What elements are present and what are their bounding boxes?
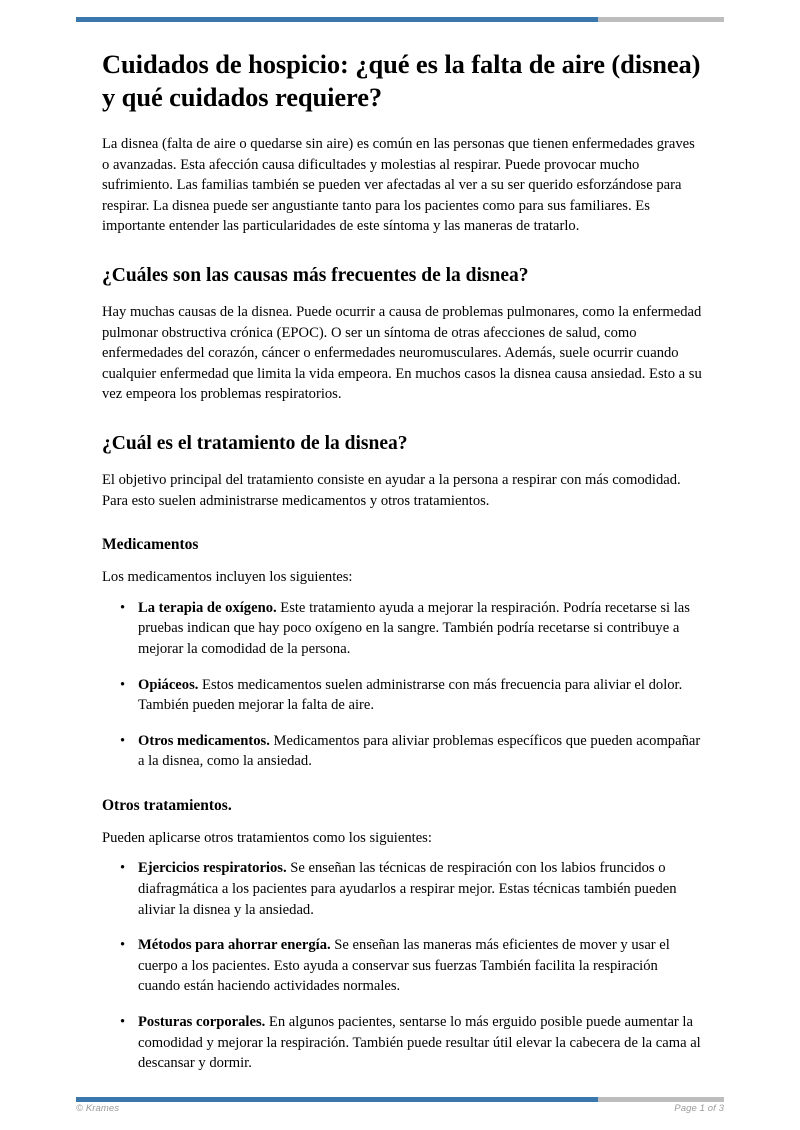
subsection-heading-medications: Medicamentos bbox=[102, 536, 199, 554]
other-treatments-intro: Pueden aplicarse otros tratamientos como los siguientes: bbox=[102, 829, 432, 846]
header-rule bbox=[76, 17, 724, 22]
list-item-text: Este tratamiento ayuda a mejorar la respiración. Podría recetarse si las pruebas indican que hay poco oxígeno en la sangre. También podría recetarse si contribuye a mejorar la comodidad de la persona. bbox=[138, 599, 690, 657]
list-item-lead: Opiáceos. bbox=[138, 676, 199, 693]
list-item-text: Se enseñan las maneras más eficientes de mover y usar el cuerpo a los pacientes. Esto ayuda a conservar sus fuerzas También facilita la respiración cuando están haciendo actividades normales. bbox=[138, 937, 670, 995]
list-item-text: Estos medicamentos suelen administrarse con más frecuencia para aliviar el dolor. También pueden mejorar la falta de aire. bbox=[138, 676, 683, 714]
subsection-heading-other-treatments: Otros tratamientos. bbox=[102, 796, 232, 814]
footer-rule-blue-segment bbox=[76, 1097, 598, 1102]
list-item-text: Se enseñan las técnicas de respiración con los labios fruncidos o diafragmática a los pacientes para ayudarlos a respirar mejor. Estas técnicas también pueden aliviar la disnea y la ansiedad. bbox=[138, 860, 677, 918]
footer-page-number: Page 1 of 3 bbox=[674, 1103, 724, 1114]
list-item-text: En algunos pacientes, sentarse lo más erguido posible puede aumentar la comodidad y mejorar la respiración. También puede resultar útil elevar la cabecera de la cama al descansar y dormir. bbox=[138, 1014, 701, 1072]
document-content bbox=[102, 48, 702, 1074]
list-item-lead: Otros medicamentos. bbox=[138, 732, 270, 749]
intro-paragraph: La disnea (falta de aire o quedarse sin aire) es común en las personas que tienen enfermedades graves o avanzadas. Esta afección causa dificultades y molestias al respirar. Puede provocar mucho sufrimiento. Las familias también se pueden ver afectadas al ver a su ser querido esforzándose para respirar. La disnea puede ser angustiante tanto para los pacientes como para sus familiares. Es importante entender las particularidades de este síntoma y las maneras de tratarlo. bbox=[102, 136, 695, 235]
footer-rule bbox=[76, 1097, 724, 1102]
section-heading-treatment: ¿Cuál es el tratamiento de la disnea? bbox=[102, 432, 408, 454]
bullet-icon: • bbox=[120, 732, 126, 749]
medications-intro: Los medicamentos incluyen los siguientes: bbox=[102, 569, 353, 586]
page-title: Cuidados de hospicio: ¿qué es la falta de aire (disnea) y qué cuidados requiere? bbox=[102, 49, 701, 112]
bullet-icon: • bbox=[120, 676, 126, 693]
list-item bbox=[102, 675, 702, 716]
bullet-icon: • bbox=[120, 599, 126, 616]
list-item-lead: Posturas corporales. bbox=[138, 1014, 266, 1031]
medications-list bbox=[102, 598, 702, 772]
list-item bbox=[102, 1012, 702, 1074]
treatment-paragraph: El objetivo principal del tratamiento consiste en ayudar a la persona a respirar con más comodidad. Para esto suelen administrarse medicamentos y otros tratamientos. bbox=[102, 471, 681, 509]
list-item bbox=[102, 598, 702, 660]
other-treatments-list bbox=[102, 858, 702, 1073]
section-heading-causes: ¿Cuáles son las causas más frecuentes de la disnea? bbox=[102, 264, 529, 286]
header-rule-blue-segment bbox=[76, 17, 598, 22]
causes-paragraph: Hay muchas causas de la disnea. Puede ocurrir a causa de problemas pulmonares, como la enfermedad pulmonar obstructiva crónica (EPOC). O ser un síntoma de otras afecciones de salud, como enfermedades del corazón, cáncer o enfermedades neuromusculares. Además, suele ocurrir cuando cualquier enfermedad que limita la vida empeora. En muchos casos la disnea causa ansiedad. Esto a su vez empeora los problemas respiratorios. bbox=[102, 303, 702, 403]
bullet-icon: • bbox=[120, 860, 126, 877]
bullet-icon: • bbox=[120, 1014, 126, 1031]
page-footer bbox=[76, 1103, 724, 1114]
list-item-text: Medicamentos para aliviar problemas específicos que pueden acompañar a la disnea, como la ansiedad. bbox=[138, 732, 701, 770]
footer-rule-gray-segment bbox=[598, 1097, 724, 1102]
bullet-icon: • bbox=[120, 937, 126, 954]
list-item bbox=[102, 935, 702, 997]
footer-copyright: © Krames bbox=[76, 1103, 120, 1114]
list-item-lead: Métodos para ahorrar energía. bbox=[138, 937, 331, 954]
list-item-lead: Ejercicios respiratorios. bbox=[138, 860, 287, 877]
header-rule-gray-segment bbox=[598, 17, 724, 22]
list-item bbox=[102, 731, 702, 772]
list-item bbox=[102, 858, 702, 920]
list-item-lead: La terapia de oxígeno. bbox=[138, 599, 277, 616]
